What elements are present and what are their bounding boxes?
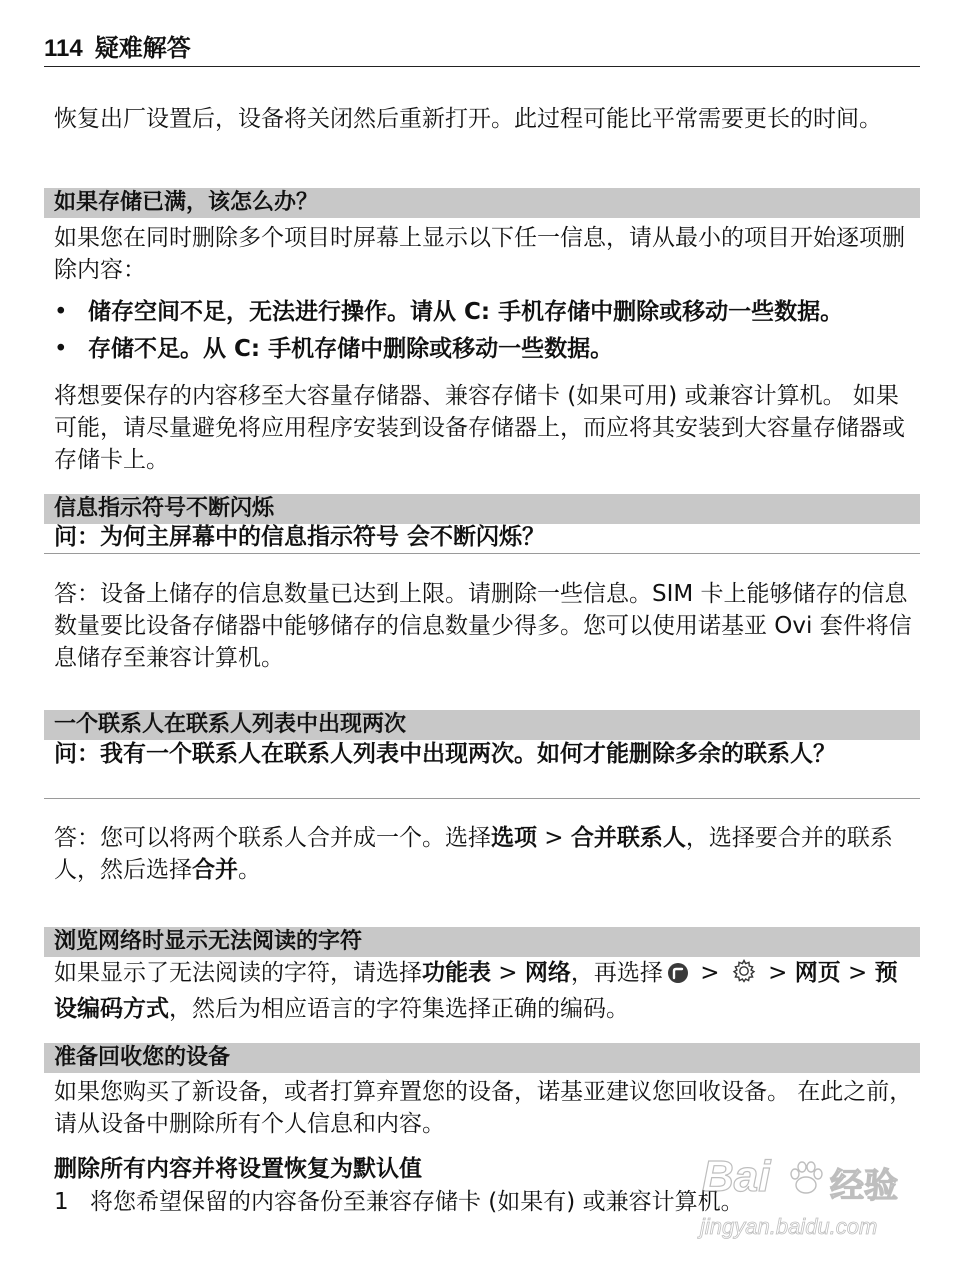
storage-full-paragraph: 如果您在同时删除多个项目时屏幕上显示以下任一信息，请从最小的项目开始逐项删除内容： — [54, 225, 905, 283]
section-heading-storage-full: 如果存储已满，该怎么办？ — [44, 188, 920, 218]
list-item — [54, 333, 934, 365]
page-number: 114 — [44, 35, 83, 62]
path-separator: > — [491, 960, 525, 986]
options-icon — [667, 961, 689, 993]
bullet-icon: • — [54, 299, 68, 325]
preset-encoding-label: 预设编码方式 — [54, 960, 898, 1022]
unreadable-chars-paragraph — [54, 957, 914, 1025]
list-item — [54, 296, 934, 328]
merge-label: 合并 — [192, 857, 238, 883]
section-heading-unreadable-chars: 浏览网络时显示无法阅读的字符 — [44, 927, 920, 957]
merge-contacts-label: 合并联系人 — [570, 825, 686, 851]
subheading-reset: 删除所有内容并将设置恢复为默认值 — [54, 1156, 422, 1182]
path-separator: > — [692, 960, 727, 986]
answer-text: ，选择要合并的联系人，然后选择 — [54, 825, 893, 883]
divider — [44, 553, 920, 554]
webpage-label: 网页 — [794, 960, 841, 986]
path-separator: > — [840, 960, 875, 986]
duplicate-contact-answer — [54, 822, 914, 886]
recycle-paragraph: 如果您购买了新设备，或者打算弃置您的设备，诺基亚建议您回收设备。 在此之前，请从设备中删除所有个人信息和内容。 — [54, 1079, 913, 1137]
answer-text: 。 — [238, 857, 261, 883]
bullet-text: 存储不足。从 C: 手机存储中删除或移动一些数据。 — [88, 336, 614, 362]
section-heading-recycle: 准备回收您的设备 — [44, 1043, 920, 1073]
paragraph-text: 如果显示了无法阅读的字符，请选择 — [54, 960, 422, 986]
message-indicator-answer: 答：设备上储存的信息数量已达到上限。请删除一些信息。SIM 卡上能够储存的信息数量要比设备存储器中能够储存的信息数量少得多。您可以使用诺基亚 Ovi 套件将信息储存至兼容计算机。 — [54, 581, 912, 671]
page-title: 疑难解答 — [94, 35, 191, 62]
path-separator: > — [537, 825, 571, 851]
baidu-watermark — [694, 1146, 954, 1276]
bullet-text: 储存空间不足，无法进行操作。请从 C: 手机存储中删除或移动一些数据。 — [88, 299, 844, 325]
step-text: 将您希望保留的内容备份至兼容存储卡 (如果有) 或兼容计算机。 — [90, 1189, 744, 1215]
message-indicator-question: 问：为何主屏幕中的信息指示符号 会不断闪烁？ — [54, 524, 546, 550]
paragraph-text: ，再选择 — [570, 960, 663, 986]
step-number: 1 — [54, 1189, 69, 1215]
gear-icon — [731, 958, 757, 993]
web-label: 网络 — [524, 960, 571, 986]
section-heading-duplicate-contact: 一个联系人在联系人列表中出现两次 — [44, 710, 920, 740]
bullet-icon: • — [54, 336, 68, 362]
answer-text: 答：您可以将两个联系人合并成一个。选择 — [54, 825, 491, 851]
storage-full-followup: 将想要保存的内容移至大容量存储器、兼容存储卡 (如果可用) 或兼容计算机。 如果可能，请尽量避免将应用程序安装到设备存储器上，而应将其安装到大容量存储器或存储卡上。 — [54, 383, 905, 473]
paragraph-text: ，然后为相应语言的字符集选择正确的编码。 — [169, 996, 629, 1022]
menu-label: 功能表 — [422, 960, 491, 986]
duplicate-contact-question: 问：我有一个联系人在联系人列表中出现两次。如何才能删除多余的联系人？ — [54, 741, 836, 767]
intro-paragraph: 恢复出厂设置后，设备将关闭然后重新打开。此过程可能比平常需要更长的时间。 — [54, 106, 882, 132]
watermark-brand-suffix: 经验 — [830, 1167, 898, 1205]
watermark-brand: Bai — [702, 1152, 771, 1201]
options-label: 选项 — [491, 825, 537, 851]
watermark-url: jingyan.baidu.com — [700, 1214, 878, 1239]
paw-icon — [786, 1158, 826, 1198]
path-separator: > — [760, 960, 795, 986]
page-header — [44, 32, 920, 67]
section-heading-message-indicator: 信息指示符号不断闪烁 — [44, 494, 920, 524]
divider — [44, 798, 920, 799]
